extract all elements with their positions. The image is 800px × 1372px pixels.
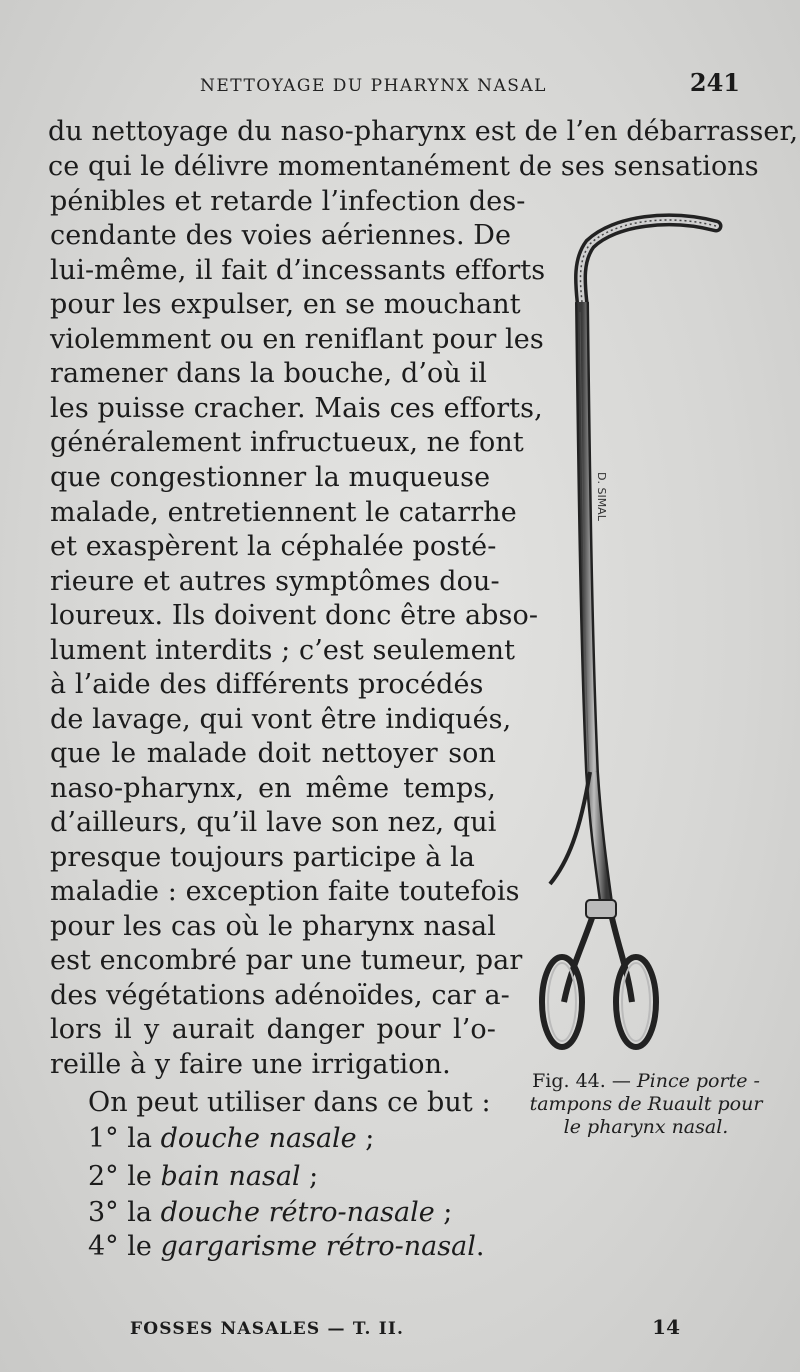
- body-line: et exaspèrent la céphalée posté-: [50, 531, 497, 562]
- body-line: à l’aide des différents procédés: [50, 669, 484, 700]
- enum-end: ;: [356, 1123, 375, 1154]
- body-line: ramener dans la bouche, d’où il: [50, 358, 488, 389]
- body-line: rieure et autres symptômes dou-: [50, 566, 500, 597]
- enum-term: bain nasal: [160, 1161, 301, 1192]
- body-line: lument interdits ; c’est seulement: [50, 635, 516, 666]
- body-line: est encombré par une tumeur, par: [50, 945, 523, 976]
- body-line: pour les cas où le pharynx nasal: [50, 911, 496, 942]
- enum-prefix: le: [127, 1161, 152, 1192]
- enum-item: [88, 1122, 374, 1156]
- enum-item: [88, 1196, 452, 1230]
- enum-prefix: la: [127, 1123, 153, 1154]
- page-footer: [130, 1315, 680, 1339]
- footer-signature: FOSSES NASALES — T. II.: [130, 1319, 405, 1339]
- enum-term: douche rétro-nasale: [160, 1197, 435, 1228]
- body-line: violemment ou en reniflant pour les: [50, 324, 544, 355]
- page-header: [200, 68, 740, 102]
- sheet-number: 14: [652, 1315, 680, 1339]
- enum-item: [88, 1230, 484, 1264]
- body-line: pour les expulser, en se mouchant: [50, 289, 521, 320]
- body-line: lui-même, il fait d’incessants efforts: [50, 255, 546, 286]
- enum-item: [88, 1160, 318, 1194]
- body-line: pénibles et retarde l’infection des-: [50, 186, 526, 217]
- figure-caption: [528, 1070, 764, 1139]
- caption-text: Pince porte - tampons de Ruault pour le pharynx nasal.: [529, 1070, 763, 1138]
- enum-number: 1°: [88, 1123, 119, 1154]
- body-line: maladie : exception faite toutefois: [50, 876, 520, 907]
- enum-prefix: le: [127, 1231, 152, 1262]
- body-line: ce qui le délivre momentanément de ses sensations: [48, 151, 759, 182]
- body-line: du nettoyage du naso-pharynx est de l’en débarrasser,: [48, 116, 799, 147]
- forceps-illustration: [520, 212, 730, 1072]
- body-line: des végétations adénoïdes, car a-: [50, 980, 510, 1011]
- body-line: d’ailleurs, qu’il lave son nez, qui: [50, 807, 497, 838]
- enum-end: .: [475, 1231, 485, 1262]
- running-title: NETTOYAGE DU PHARYNX NASAL: [200, 76, 547, 96]
- enum-number: 3°: [88, 1197, 119, 1228]
- body-line: naso-pharynx, en même temps,: [50, 773, 496, 804]
- forceps-drawing: [520, 212, 730, 1072]
- enum-term: gargarisme rétro-nasal: [160, 1231, 476, 1262]
- enum-number: 4°: [88, 1231, 119, 1262]
- body-line: malade, entretiennent le catarrhe: [50, 497, 517, 528]
- enum-end: ;: [434, 1197, 453, 1228]
- body-line: cendante des voies aériennes. De: [50, 220, 512, 251]
- enum-term: douche nasale: [160, 1123, 357, 1154]
- body-line: que le malade doit nettoyer son: [50, 738, 496, 769]
- page-number: 241: [689, 68, 740, 97]
- enum-end: ;: [300, 1161, 319, 1192]
- body-line: généralement infructueux, ne font: [50, 427, 524, 458]
- caption-label: Fig. 44. —: [532, 1070, 631, 1092]
- body-line: reille à y faire une irrigation.: [50, 1049, 451, 1080]
- body-line: que congestionner la muqueuse: [50, 462, 491, 493]
- body-line: loureux. Ils doivent donc être abso-: [50, 600, 539, 631]
- enum-prefix: la: [127, 1197, 153, 1228]
- body-line: presque toujours participe à la: [50, 842, 476, 873]
- body-line: On peut utiliser dans ce but :: [88, 1087, 491, 1118]
- enum-number: 2°: [88, 1161, 119, 1192]
- maker-mark: D. SIMAL: [595, 472, 608, 521]
- body-line: les puisse cracher. Mais ces efforts,: [50, 393, 543, 424]
- body-line: lors il y aurait danger pour l’o-: [50, 1014, 496, 1045]
- body-line: de lavage, qui vont être indiqués,: [50, 704, 512, 735]
